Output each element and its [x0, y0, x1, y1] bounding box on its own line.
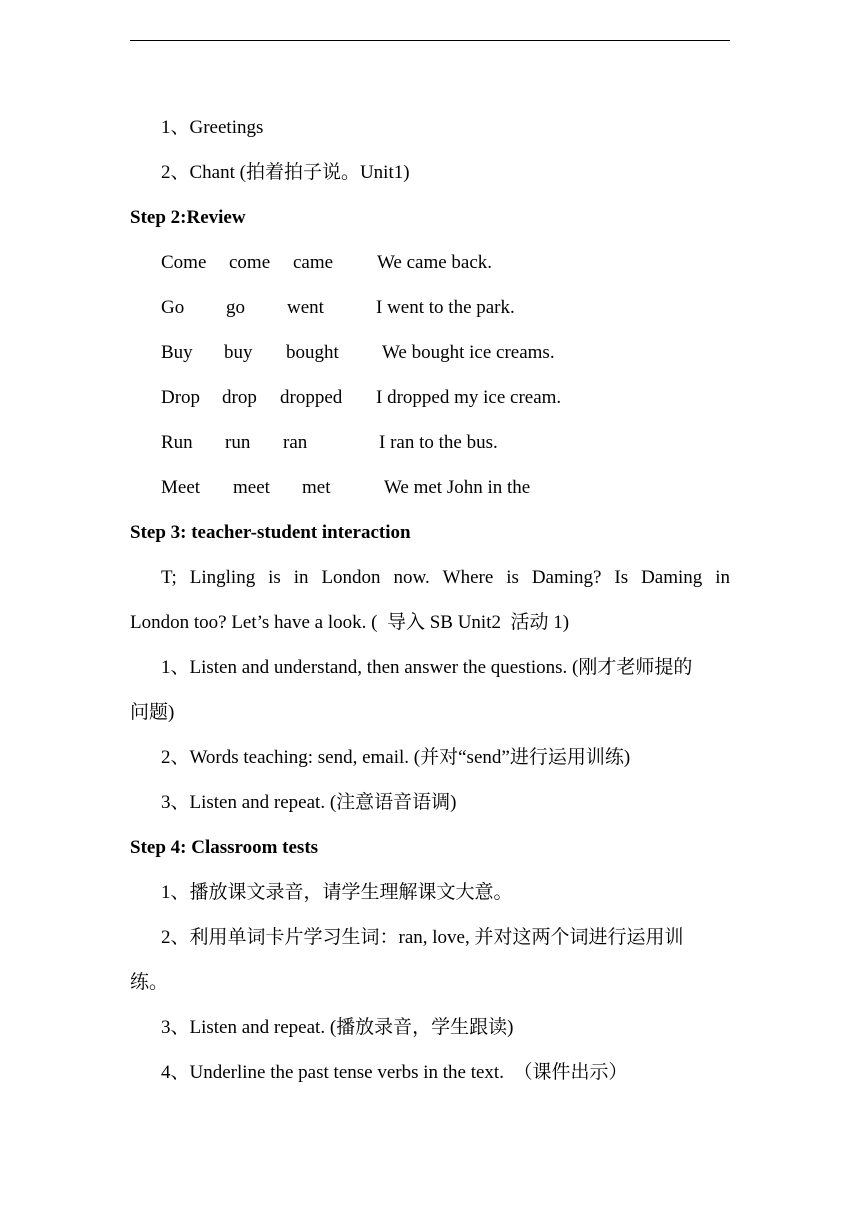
review-cell: Meet: [161, 477, 201, 498]
review-cell: Buy: [161, 342, 193, 363]
word: Daming: [641, 567, 703, 588]
item-chant: 2、Chant (拍着拍子说。Unit1): [161, 162, 410, 183]
item-greetings: 1、Greetings: [161, 117, 264, 138]
word: Is: [614, 567, 629, 588]
review-cell: drop: [222, 387, 257, 408]
word: is: [268, 567, 281, 588]
review-cell: came: [293, 252, 334, 273]
review-cell: met: [302, 477, 331, 498]
review-cell: buy: [224, 342, 253, 363]
step4-item-1: 1、播放课文录音，请学生理解课文大意。: [161, 882, 513, 903]
review-sentence: I dropped my ice cream.: [376, 387, 562, 408]
word: in: [293, 567, 309, 588]
review-cell: Go: [161, 297, 185, 318]
word: Where: [442, 567, 494, 588]
word: Lingling: [189, 567, 256, 588]
review-sentence: We bought ice creams.: [382, 342, 555, 363]
review-sentence: We came back.: [377, 252, 493, 273]
word: in: [715, 567, 730, 588]
review-cell: bought: [286, 342, 339, 363]
step3-heading: Step 3: teacher-student interaction: [130, 522, 411, 543]
step4-item-2-cont: 练。: [130, 972, 169, 993]
step3-item-1-cont: 问题): [130, 702, 175, 723]
step3-paragraph-line2: London too? Let’s have a look. ( 导入 SB Unit2 活动 1): [130, 612, 570, 633]
review-cell: Run: [161, 432, 193, 453]
word: London: [321, 567, 381, 588]
review-cell: went: [287, 297, 324, 318]
review-cell: dropped: [280, 387, 343, 408]
word: T;: [161, 567, 177, 588]
word: now.: [393, 567, 430, 588]
step4-heading: Step 4: Classroom tests: [130, 837, 319, 858]
step4-item-2: 2、利用单词卡片学习生词：ran, love, 并对这两个词进行运用训: [161, 927, 684, 948]
review-cell: Drop: [161, 387, 201, 408]
review-cell: Come: [161, 252, 207, 273]
review-sentence: I ran to the bus.: [379, 432, 498, 453]
review-cell: run: [225, 432, 251, 453]
word: is: [506, 567, 519, 588]
review-sentence: We met John in the: [384, 477, 531, 498]
header-rule: [130, 40, 730, 41]
review-cell: go: [226, 297, 245, 318]
step3-item-3: 3、Listen and repeat. (注意语音语调): [161, 792, 457, 813]
review-cell: come: [229, 252, 271, 273]
review-cell: ran: [283, 432, 308, 453]
step3-item-1: 1、Listen and understand, then answer the questions. (刚才老师提的: [161, 657, 693, 678]
review-sentence: I went to the park.: [376, 297, 515, 318]
word: Daming?: [531, 567, 602, 588]
step4-item-4: 4、Underline the past tense verbs in the text. （课件出示）: [161, 1062, 628, 1083]
step4-item-3: 3、Listen and repeat. (播放录音，学生跟读): [161, 1017, 514, 1038]
step3-paragraph-line1: [161, 566, 730, 590]
step3-item-2: 2、Words teaching: send, email. (并对“send”进行运用训练): [161, 747, 631, 768]
review-cell: meet: [233, 477, 270, 498]
step2-heading: Step 2:Review: [130, 207, 246, 228]
